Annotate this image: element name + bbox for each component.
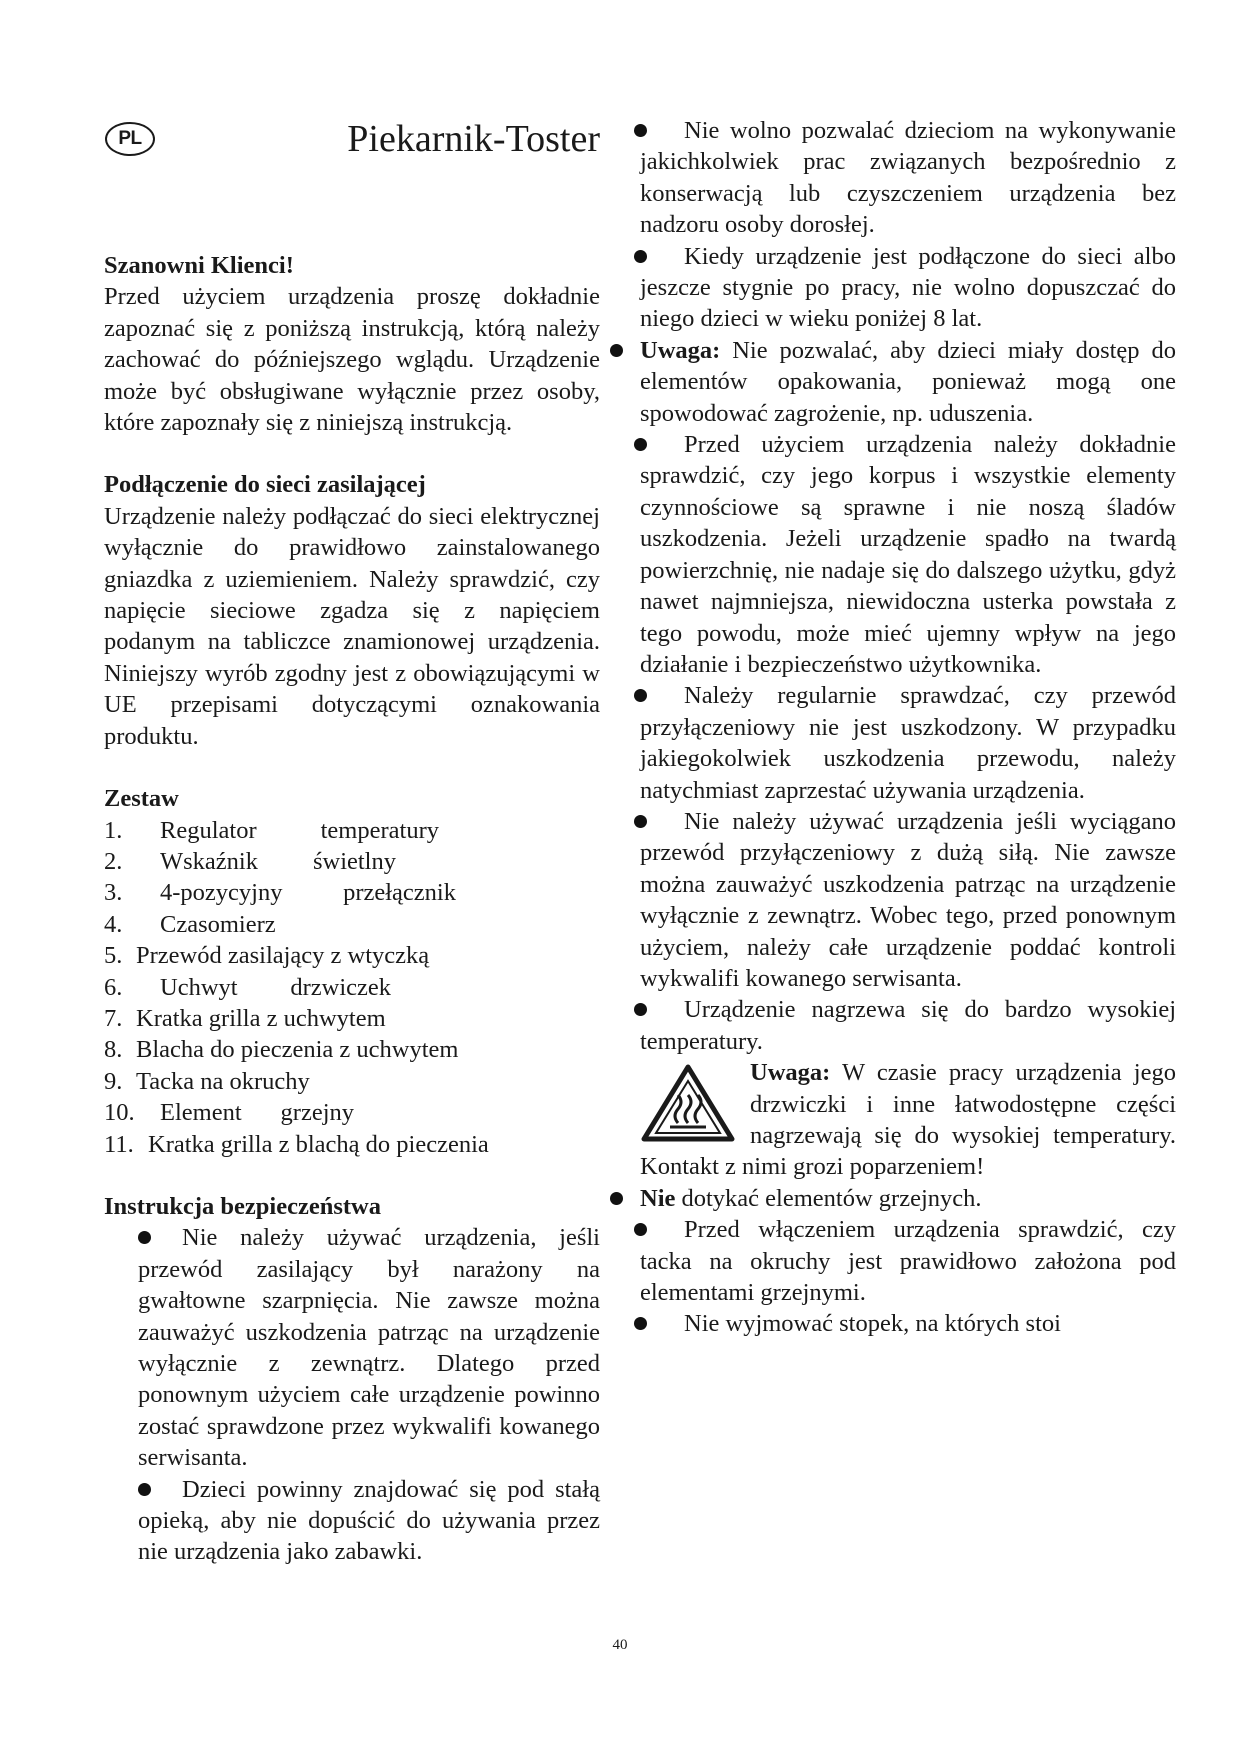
bullet-icon — [634, 1003, 647, 1016]
safety-list-right — [640, 115, 1176, 1057]
list-item: Kiedy urządzenie jest podłączone do sieci albo jeszcze stygnie po pracy, nie wolno dopuszczać do niego dzieci w wieku poniżej 8 lat. — [640, 241, 1176, 335]
list-item: Nie dotykać elementów grzejnych. — [640, 1183, 1176, 1214]
list-item: 3. 4-pozycyjny przełącznik — [104, 879, 456, 907]
list-item: 10. Element grzejny — [104, 1099, 354, 1127]
bullet-icon — [610, 344, 623, 357]
bullet-icon — [634, 689, 647, 702]
set-list — [104, 815, 600, 1160]
list-item: Nie należy używać urządzenia jeśli wyciągano przewód przyłączeniowy z dużą siłą. Nie zawsze można zauważyć uszkodzenia patrząc na urządzenie wyłącznie z zewnątrz. Wobec tego, przed ponownym użyciem, należy całe urządzenie poddać kontroli wykwalifi kowanego serwisanta. — [640, 806, 1176, 994]
safety-list-right-2 — [640, 1183, 1176, 1340]
list-item: Nie wolno pozwalać dzieciom na wykonywanie jakichkolwiek prac związanych bezpośrednio z konserwacją lub czyszczeniem urządzenia bez nadzoru osoby dorosłej. — [640, 115, 1176, 241]
language-badge: PL — [105, 122, 155, 156]
bullet-icon — [634, 1223, 647, 1236]
list-item: 8. Blacha do pieczenia z uchwytem — [104, 1036, 459, 1064]
list-item: Dzieci powinny znajdować się pod stałą opieką, aby nie dopuścić do używania przez nie urządzenia jako zabawki. — [138, 1475, 600, 1566]
intro-text: Przed użyciem urządzenia proszę dokładnie zapoznać się z poniższą instrukcją, którą należy zachować do późniejszego wglądu. Urządzenie może być obsługiwane wyłącznie przez osoby, które zapoznały się z niniejszą instrukcją. — [104, 283, 600, 437]
list-item: Uwaga: Nie pozwalać, aby dzieci miały dostęp do elementów opakowania, ponieważ mogą one spowodować zagrożenie, np. uduszenia. — [640, 335, 1176, 429]
power-text: Urządzenie należy podłączać do sieci elektrycznej wyłącznie do prawidłowo zainstalowanego gniazdka z uziemieniem. Należy sprawdzić, czy napięcie sieciowe zgadza się z napięciem podanym na tabliczce znamionowej urządzenia. Niniejszy wyrób zgodny jest z obowiązującymi w UE przepisami dotyczącymi oznakowania produktu. — [104, 502, 600, 750]
hot-surface-warning: Uwaga: W czasie pracy urządzenia jego drzwiczki i inne łatwodostępne części nagrzewają się do wysokiej temperatury. Kontakt z nimi grozi poparzeniem! — [640, 1059, 1176, 1181]
list-item: 11. Kratka grilla z blachą do pieczenia — [104, 1130, 489, 1158]
list-item: 6. Uchwyt drzwiczek — [104, 973, 391, 1001]
safety-list-left — [104, 1222, 600, 1567]
set-heading: Zestaw — [104, 785, 179, 813]
right-column — [640, 115, 1176, 1340]
list-item: 5. Przewód zasilający z wtyczką — [104, 942, 430, 970]
list-item: Przed użyciem urządzenia należy dokładnie sprawdzić, czy jego korpus i wszystkie elementy czynnościowe są sprawne i nie noszą śladów uszkodzenia. Jeżeli urządzenie spadło na twardą powierzchnię, nie nadaje się do dalszego użytku, gdyż nawet najmniejsza, niewidoczna usterka powstała z tego powodu, może mieć ujemny wpływ na jego działanie i bezpieczeństwo użytkownika. — [640, 429, 1176, 680]
page-title: Piekarnik-Toster — [347, 118, 600, 160]
bullet-icon — [634, 124, 647, 137]
bullet-icon — [634, 815, 647, 828]
list-item: Nie wyjmować stopek, na których stoi — [640, 1308, 1176, 1339]
bullet-icon — [634, 1317, 647, 1330]
power-heading: Podłączenie do sieci zasilającej — [104, 471, 426, 499]
list-item: 2. Wskaźnik świetlny — [104, 847, 396, 875]
bullet-icon — [610, 1192, 623, 1205]
safety-heading: Instrukcja bezpieczeństwa — [104, 1192, 381, 1220]
list-item: Nie należy używać urządzenia, jeśli przewód zasilający był narażony na gwałtowne szarpnięcia. Nie zawsze można zauważyć uszkodzenia patrząc na urządzenie wyłącznie z zewnątrz. Dlatego przed ponownym użyciem całe urządzenie powinno zostać sprawdzone przez wykwalifi kowanego serwisanta. — [138, 1224, 600, 1472]
list-item: Urządzenie nagrzewa się do bardzo wysokiej temperatury. — [640, 994, 1176, 1057]
bullet-icon — [634, 250, 647, 263]
list-item: Przed włączeniem urządzenia sprawdzić, czy tacka na okruchy jest prawidłowo założona pod elementami grzejnymi. — [640, 1214, 1176, 1308]
bullet-icon — [138, 1483, 151, 1496]
bullet-icon — [138, 1231, 151, 1244]
list-item: 9. Tacka na okruchy — [104, 1067, 310, 1095]
hot-surface-icon — [640, 1063, 736, 1143]
intro-heading: Szanowni Klienci! — [104, 252, 294, 279]
list-item: 1. Regulator temperatury — [104, 816, 439, 844]
list-item: Należy regularnie sprawdzać, czy przewód przyłączeniowy nie jest uszkodzony. W przypadku jakiegokolwiek uszkodzenia przewodu, należy natychmiast zaprzestać używania urządzenia. — [640, 680, 1176, 806]
bullet-icon — [634, 438, 647, 451]
left-column — [104, 250, 600, 1568]
list-item: 7. Kratka grilla z uchwytem — [104, 1004, 386, 1032]
list-item: 4. Czasomierz — [104, 910, 276, 938]
page-number: 40 — [612, 1637, 628, 1653]
